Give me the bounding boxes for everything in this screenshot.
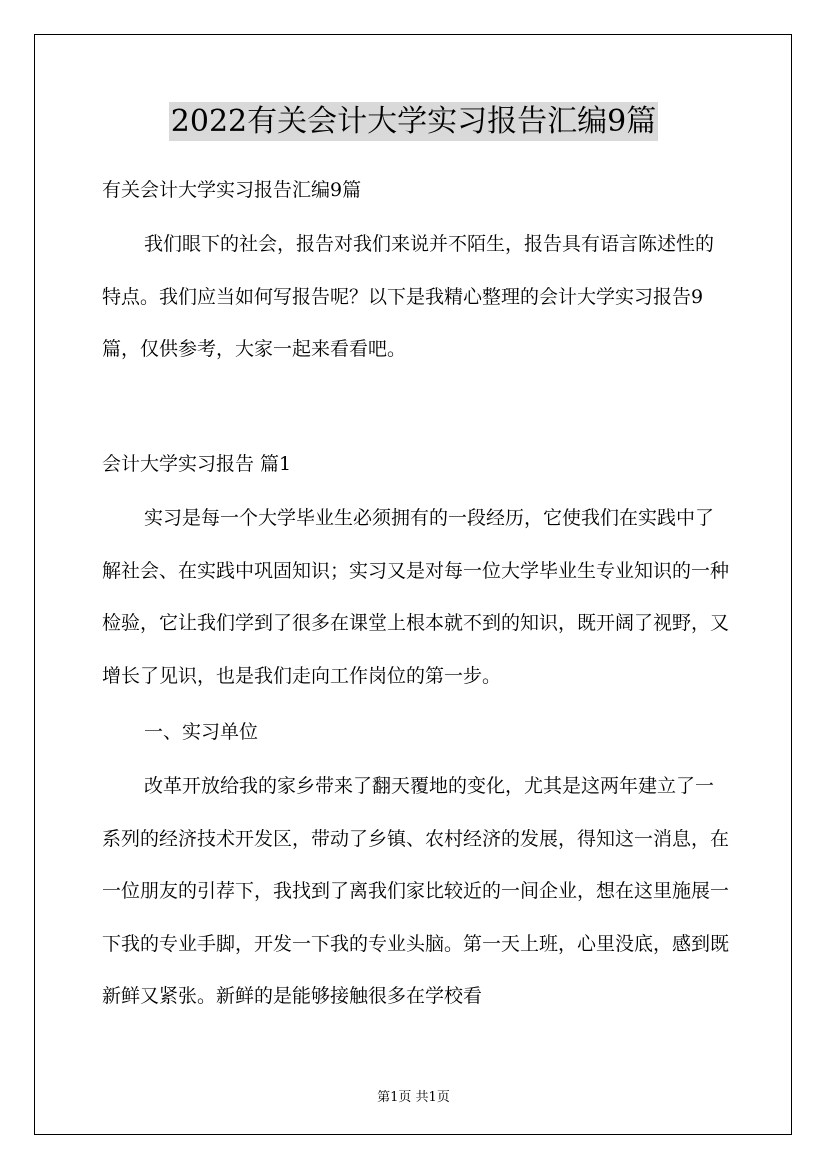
document-title <box>0 96 827 140</box>
section-paragraph: 改革开放给我的家乡带来了翻天覆地的变化，尤其是这两年建立了一系列的经济技术开发区，带动了乡镇、农村经济的发展，得知这一消息，在一位朋友的引荐下，我找到了离我们家比较近的一间企业，想在这里施展一下我的专业手脚，开发一下我的专业头脑。第一天上班，心里没底，感到既新鲜又紧张。新鲜的是能够接触很多在学校看 <box>102 775 730 1007</box>
page-footer: 第1页 共1页 <box>377 1090 450 1105</box>
document-subtitle: 有关会计大学实习报告汇编9篇 <box>102 179 362 201</box>
document-title-text: 2022有关会计大学实习报告汇编9篇 <box>170 104 657 139</box>
subsection-heading: 一、实习单位 <box>144 721 259 743</box>
section-heading: 会计大学实习报告 篇1 <box>102 453 292 475</box>
section-paragraph: 实习是每一个大学毕业生必须拥有的一段经历，它使我们在实践中了解社会、在实践中巩固知识；实习又是对每一位大学毕业生专业知识的一种检验，它让我们学到了很多在课堂上根本就不到的知识，既开阔了视野，又增长了见识，也是我们走向工作岗位的第一步。 <box>102 507 730 687</box>
intro-paragraph: 我们眼下的社会，报告对我们来说并不陌生，报告具有语言陈述性的特点。我们应当如何写报告呢？以下是我精心整理的会计大学实习报告9篇，仅供参考，大家一起来看看吧。 <box>102 233 715 360</box>
